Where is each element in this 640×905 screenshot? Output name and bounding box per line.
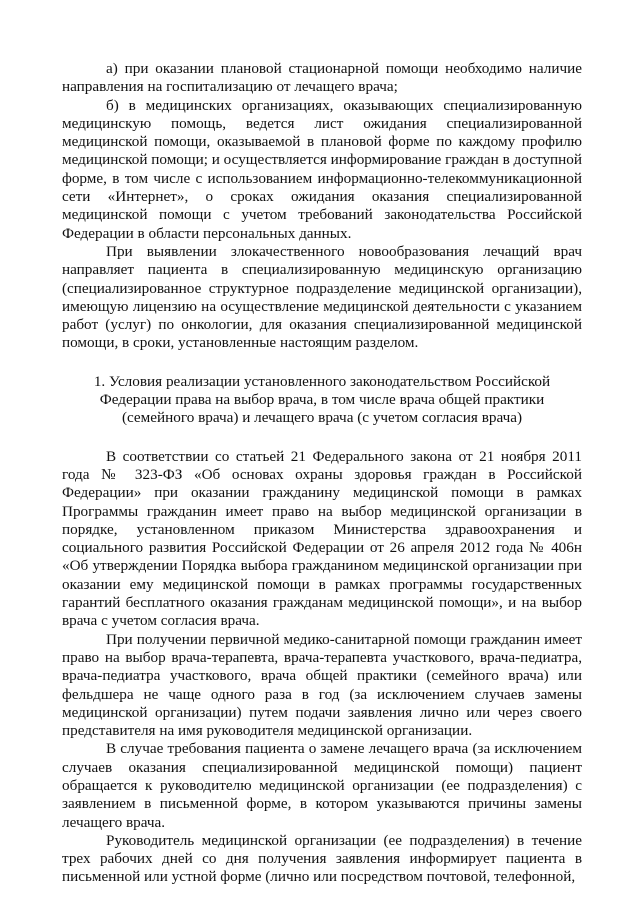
spacer: [62, 428, 582, 448]
document-page: [62, 60, 582, 887]
paragraph-oncology-referral: При выявлении злокачественного новообразования лечащий врач направляет пациента в специализированную медицинскую организацию (специализированное структурное подразделение медицинской организации), имеющую лицензию на осуществление медицинской деятельности с указанием работ (услуг) по онкологии, для оказания специализированной медицинской помощи, в сроки, установленные настоящим разделом.: [62, 242, 582, 352]
paragraph-federal-law-choice: В соответствии со статьей 21 Федерального закона от 21 ноября 2011 года № 323-ФЗ «Об основах охраны здоровья граждан в Российской Федерации» при оказании гражданину медицинской помощи в рамках Программы гражданин имеет право на выбор медицинской организации в порядке, установленном приказом Министерства здравоохранения и социального развития Российской Федерации от 26 апреля 2012 года № 406н «Об утверждении Порядка выбора гражданином медицинской организации при оказании ему медицинской помощи в рамках программы государственных гарантий бесплатного оказания гражданам медицинской помощи», и на выбор врача с учетом согласия врача.: [62, 447, 582, 630]
paragraph-doctor-replacement: В случае требования пациента о замене лечащего врача (за исключением случаев оказания специализированной медицинской помощи) пациент обращается к руководителю медицинской организации (ее подразделения) с заявлением в письменной форме, в котором указываются причины замены лечащего врача.: [62, 740, 582, 831]
paragraph-head-notification: Руководитель медицинской организации (ее подразделения) в течение трех рабочих дней со дня получения заявления информирует пациента в письменной или устной форме (лично или посредством почтовой, телефонной,: [62, 831, 582, 886]
spacer: [62, 353, 582, 373]
paragraph-referral-requirement: а) при оказании плановой стационарной помощи необходимо наличие направления на госпитализацию от лечащего врача;: [62, 60, 582, 96]
section-heading: 1. Условия реализации установленного законодательством Российской Федерации права на выбор врача, в том числе врача общей практики (семейного врача) и лечащего врача (с учетом согласия врача): [93, 372, 551, 427]
paragraph-primary-care-choice: При получении первичной медико-санитарной помощи гражданин имеет право на выбор врача-терапевта, врача-терапевта участкового, врача-педиатра, врача-педиатра участкового, врача общей практики (семейного врача) или фельдшера не чаще одного раза в год (за исключением случаев замены медицинской организации) путем подачи заявления лично или через своего представителя на имя руководителя медицинской организации.: [62, 630, 582, 740]
paragraph-waiting-list: б) в медицинских организациях, оказывающих специализированную медицинскую помощь, ведется лист ожидания специализированной медицинской помощи, оказываемой в плановой форме по каждому профилю медицинской помощи; и осуществляется информирование граждан в доступной форме, в том числе с использованием информационно-телекоммуникационной сети «Интернет», о сроках ожидания оказания специализированной медицинской помощи с учетом требований законодательства Российской Федерации в области персональных данных.: [62, 96, 582, 242]
